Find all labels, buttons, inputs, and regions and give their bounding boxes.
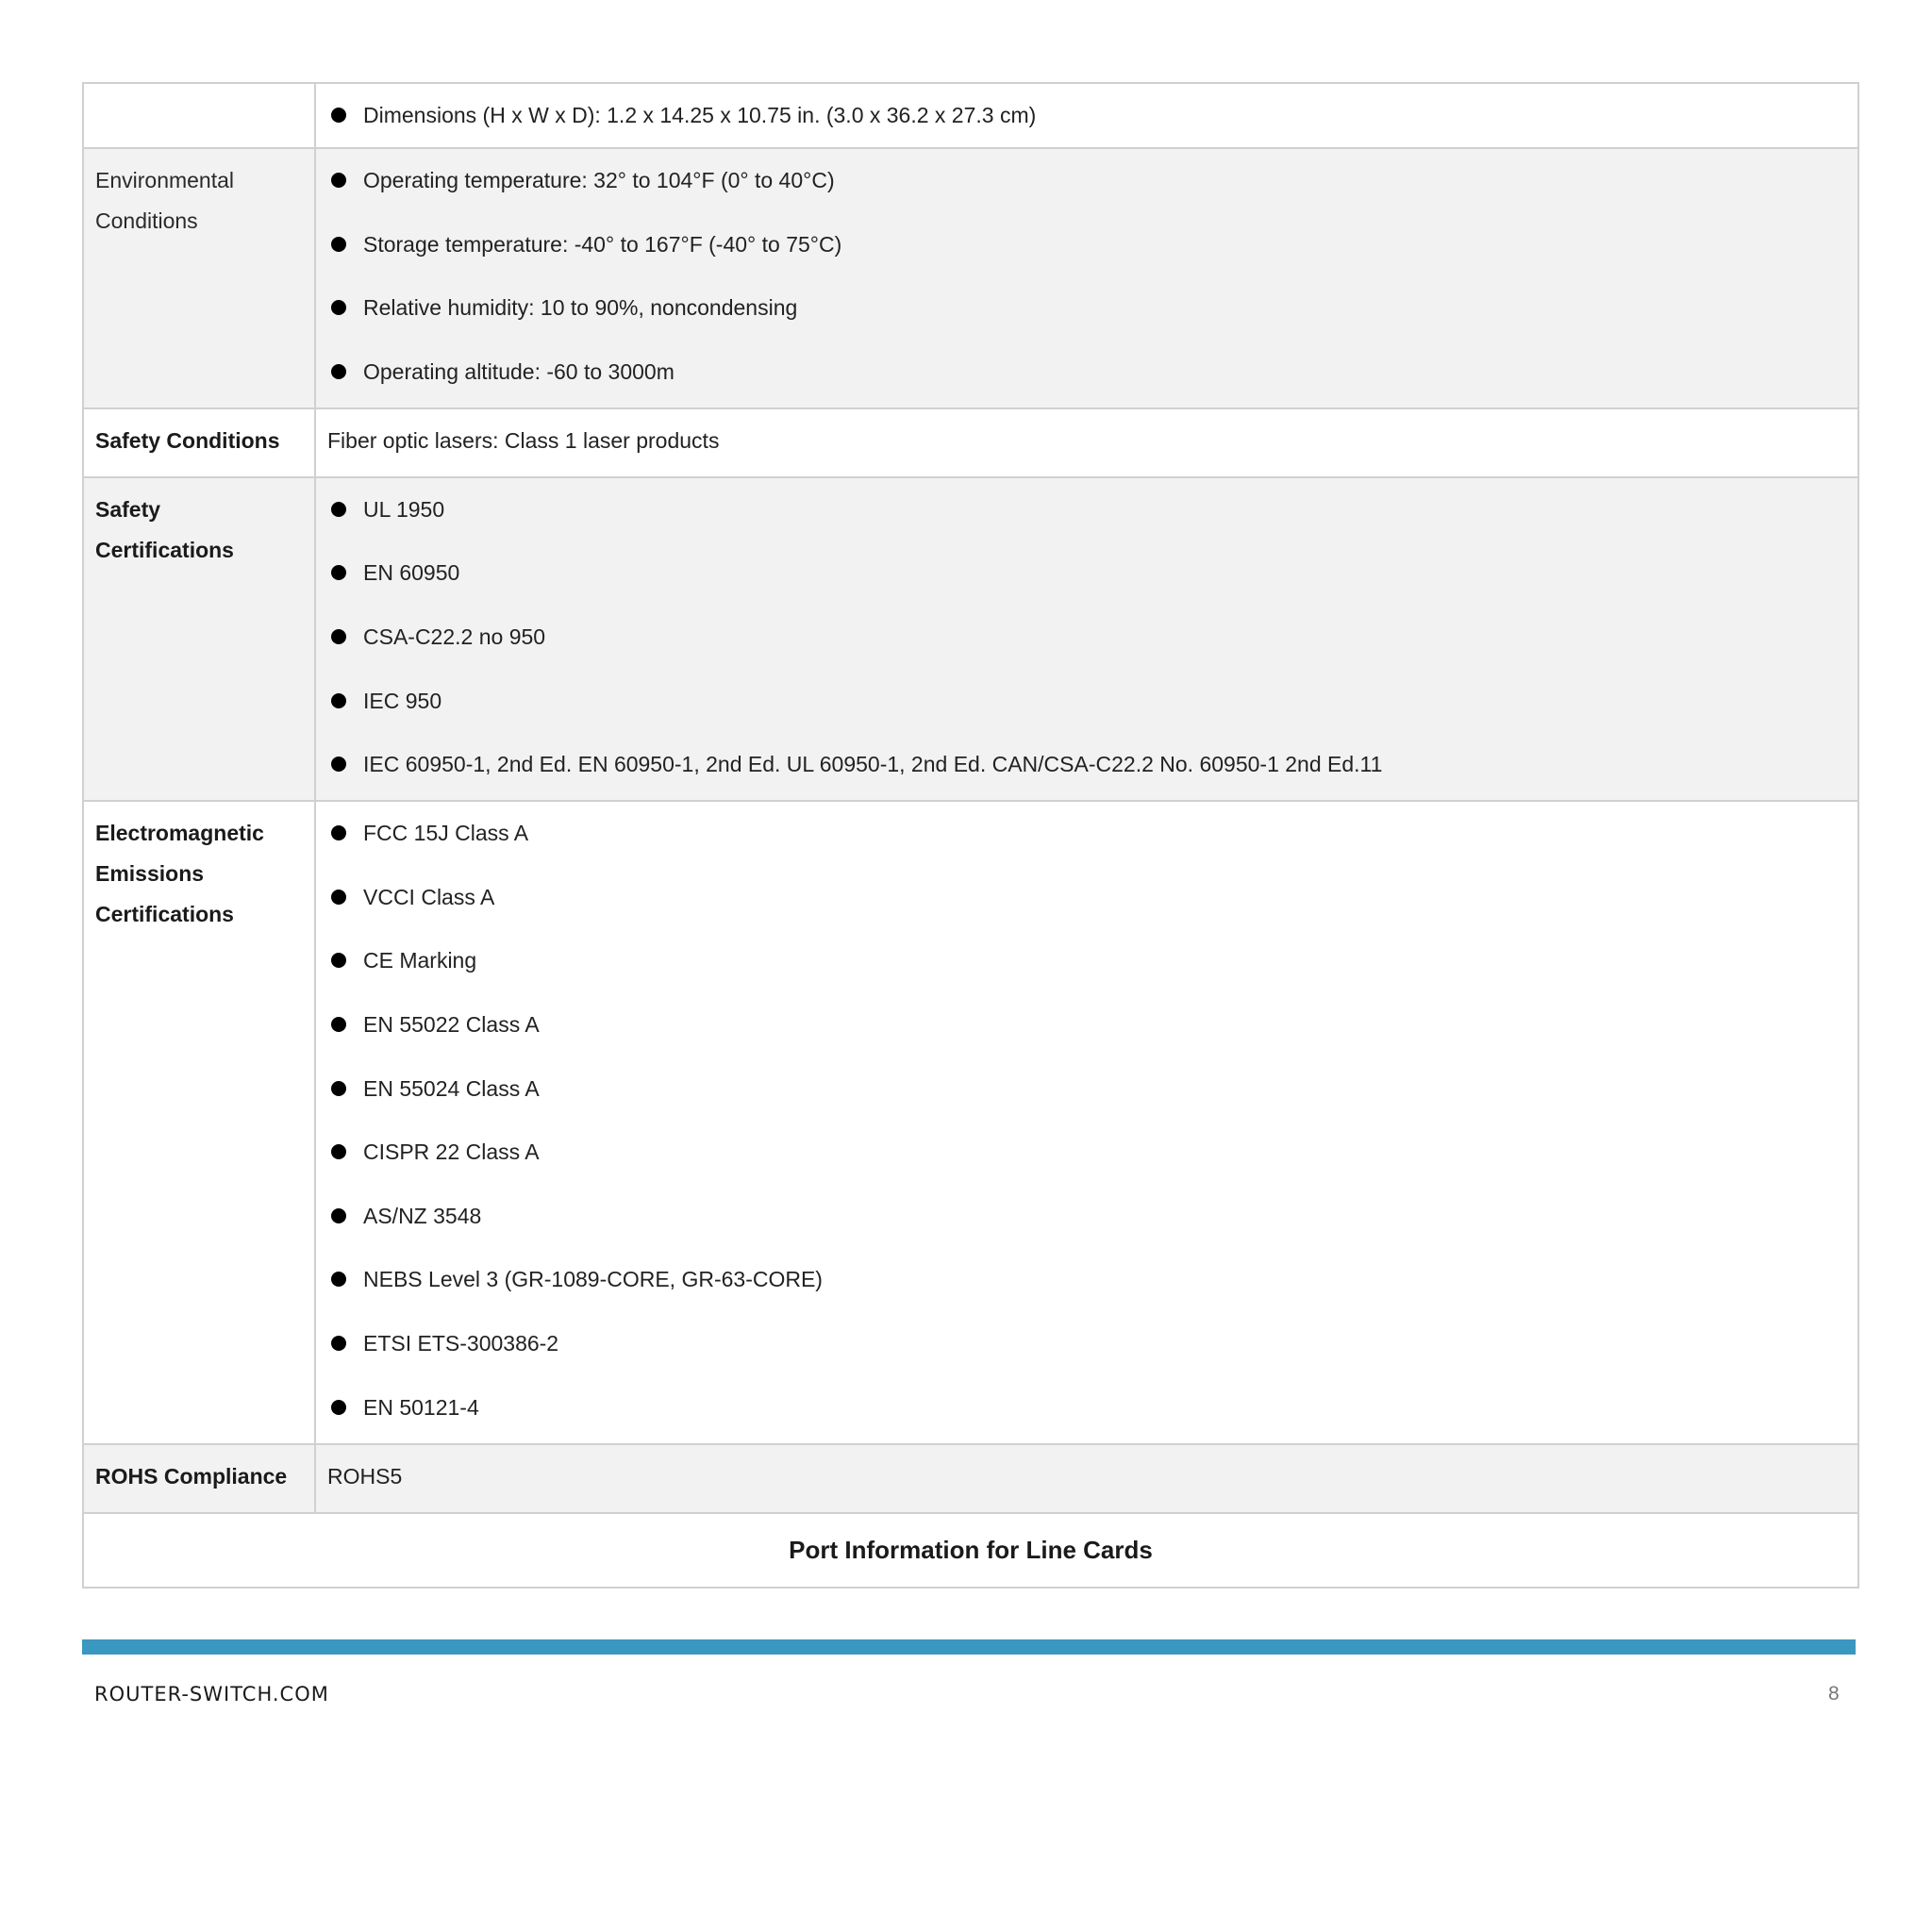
table-row-emissions	[83, 801, 1858, 1443]
list-item: Dimensions (H x W x D): 1.2 x 14.25 x 10.75 in. (3.0 x 36.2 x 27.3 cm)	[327, 95, 1846, 136]
bullet-icon	[331, 693, 346, 708]
dimensions-list	[327, 95, 1846, 136]
list-item: ETSI ETS-300386-2	[327, 1323, 1846, 1388]
row-value-emissions	[315, 801, 1858, 1443]
row-value-safety-conditions: Fiber optic lasers: Class 1 laser products	[315, 408, 1858, 477]
page-number: 8	[1828, 1683, 1840, 1705]
table-row-dimensions	[83, 83, 1858, 148]
bullet-icon	[331, 825, 346, 840]
row-value-rohs: ROHS5	[315, 1444, 1858, 1513]
bullet-icon	[331, 108, 346, 123]
bullet-icon	[331, 890, 346, 905]
row-label-rohs: ROHS Compliance	[83, 1444, 315, 1513]
bullet-icon	[331, 953, 346, 968]
list-item: Relative humidity: 10 to 90%, noncondensing	[327, 288, 1846, 352]
list-item: EN 50121-4	[327, 1388, 1846, 1428]
bullet-icon	[331, 1336, 346, 1351]
list-item: AS/NZ 3548	[327, 1196, 1846, 1260]
list-item: CSA-C22.2 no 950	[327, 617, 1846, 681]
bullet-icon	[331, 173, 346, 188]
row-value-dimensions	[315, 83, 1858, 148]
list-item: IEC 60950-1, 2nd Ed. EN 60950-1, 2nd Ed. UL 60950-1, 2nd Ed. CAN/CSA-C22.2 No. 60950-1 2nd Ed.11	[327, 744, 1846, 785]
bullet-icon	[331, 300, 346, 315]
list-item: UL 1950	[327, 490, 1846, 554]
bullet-icon	[331, 502, 346, 517]
emissions-list	[327, 813, 1846, 1427]
bullet-icon	[331, 1400, 346, 1415]
spec-table	[82, 82, 1859, 1589]
table-row-safety-conditions	[83, 408, 1858, 477]
list-item: NEBS Level 3 (GR-1089-CORE, GR-63-CORE)	[327, 1259, 1846, 1323]
accent-bar	[82, 1639, 1856, 1655]
bullet-icon	[331, 1208, 346, 1223]
list-item: Storage temperature: -40° to 167°F (-40° to 75°C)	[327, 225, 1846, 289]
row-label-dimensions	[83, 83, 315, 148]
bullet-icon	[331, 1144, 346, 1159]
bullet-icon	[331, 757, 346, 772]
list-item: IEC 950	[327, 681, 1846, 745]
bullet-icon	[331, 565, 346, 580]
bullet-icon	[331, 1017, 346, 1032]
bullet-icon	[331, 1081, 346, 1096]
row-label-safety-certifications: Safety Certifications	[83, 477, 315, 801]
list-item: Operating temperature: 32° to 104°F (0° to 40°C)	[327, 160, 1846, 225]
list-item: CE Marking	[327, 940, 1846, 1005]
row-label-environmental: Environmental Conditions	[83, 148, 315, 408]
list-item: EN 60950	[327, 553, 1846, 617]
list-item: VCCI Class A	[327, 877, 1846, 941]
row-label-safety-conditions: Safety Conditions	[83, 408, 315, 477]
list-item: Operating altitude: -60 to 3000m	[327, 352, 1846, 392]
list-item: FCC 15J Class A	[327, 813, 1846, 877]
bullet-icon	[331, 237, 346, 252]
table-row-safety-certifications	[83, 477, 1858, 801]
bullet-icon	[331, 629, 346, 644]
safety-certifications-list	[327, 490, 1846, 785]
list-item: EN 55022 Class A	[327, 1005, 1846, 1069]
environmental-list	[327, 160, 1846, 392]
table-row-environmental	[83, 148, 1858, 408]
list-item: EN 55024 Class A	[327, 1069, 1846, 1133]
row-label-emissions: Electromagnetic Emissions Certifications	[83, 801, 315, 1443]
table-row-section-header	[83, 1513, 1858, 1588]
bullet-icon	[331, 364, 346, 379]
section-header: Port Information for Line Cards	[83, 1513, 1858, 1588]
bullet-icon	[331, 1272, 346, 1287]
row-value-environmental	[315, 148, 1858, 408]
footer-site: ROUTER-SWITCH.COM	[94, 1683, 329, 1705]
list-item: CISPR 22 Class A	[327, 1132, 1846, 1196]
table-row-rohs	[83, 1444, 1858, 1513]
row-value-safety-certifications	[315, 477, 1858, 801]
